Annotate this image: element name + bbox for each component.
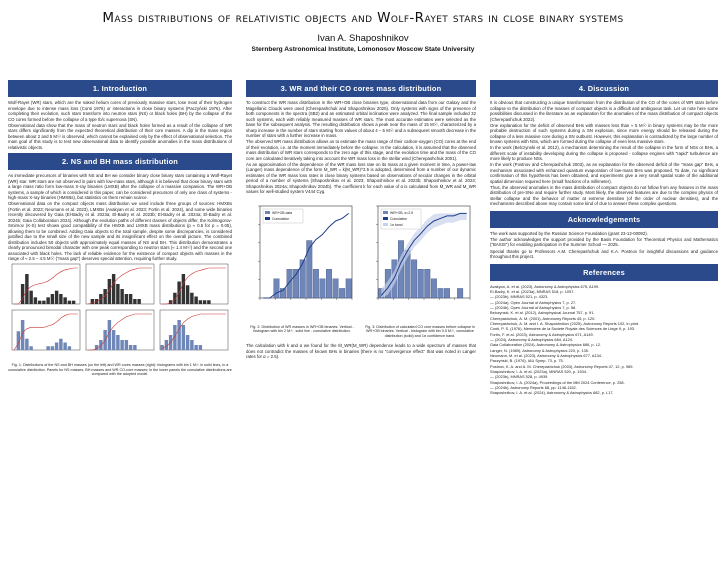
introduction-text bbox=[8, 100, 232, 150]
histogram-bar bbox=[274, 279, 280, 298]
histogram-bar bbox=[199, 301, 202, 305]
histogram-bar bbox=[116, 284, 119, 304]
figure-2-caption: Fig. 2: Distribution of WR masses in WR+OB binaries. Vertical - histogram with bin 2 M☉, solid line - cumulative distribution. bbox=[250, 324, 354, 334]
reference-item: El-Badry, K. et al. (2023a), MNRAS 518, p. 1057. bbox=[490, 288, 575, 294]
histogram-bar bbox=[346, 279, 352, 298]
paragraph: The work was supported by the Russian Science Foundation (grant 23-12-00092). bbox=[490, 230, 648, 236]
figure-row bbox=[246, 198, 476, 339]
histogram-bar bbox=[182, 274, 185, 304]
histogram-bar bbox=[38, 301, 41, 304]
paragraph: As immediate precursors of binaries with NS and BH we consider binary close binary stars containing a Wolf-Rayet (WR) star. WR stars are not observed in pairs with low-mass stars, although it is believed that close binary stars with a large mass ratio form low-mass X-ray binaries (LMXB) after the collapse of a massive companion. The WR+OB systems, a sample of which is considered in this paper, can be considered precursors of only one class of systems - high-mass X-ray binaries (HMXBs), but statistics on them remain scarce. bbox=[8, 173, 232, 201]
paragraph: Wolf-Rayet (WR) stars, which are the naked helium cores of previously massive stars, lose most of their hydrogen envelope due to intense mass loss (Conti 1976) or interactions in close binary systems (Paczyński 1976). After completing their evolution, such stars transform into neutron stars (NS) or black holes (BH) by the collapse of the CO cores formed before the collapse of a type Ib/c supernova (SN). bbox=[8, 100, 232, 122]
histogram-bar bbox=[320, 279, 326, 298]
histogram-bar bbox=[186, 335, 189, 350]
histogram-bar bbox=[194, 297, 197, 305]
histogram-bar bbox=[55, 343, 58, 351]
paragraph: Thus, the observed anomalies in the mass distribution of compact objects do not follow from any features in the mass distribution of pre-SNe and require further study. Most likely, the observed features are due to the complex physics of stellar collapse and the behavior of matter at extreme densities (of the order of nuclear densities), and the mechanisms described above may contain some kind of clue to answer these complex questions. bbox=[490, 184, 718, 207]
histogram-bar bbox=[120, 289, 123, 304]
column-right bbox=[490, 80, 718, 396]
reference-item: Langer, N. (1989), Astronomy & Astrophysics 220, p. 135. bbox=[490, 347, 590, 353]
legend bbox=[263, 209, 303, 223]
histogram-bar bbox=[59, 339, 62, 350]
section-header-acknowledgements: Acknowledgements bbox=[490, 211, 718, 228]
figure-3-caption: Fig. 3: Distribution of calculated CO core masses before collapse in WR+OB binaries. Vertical - histogram with bin 0.5 M☉, cumulative distribution (solid) and 1σ confidence band. bbox=[365, 324, 475, 338]
histogram-bar bbox=[190, 340, 193, 350]
legend-label: WR+OB data bbox=[272, 210, 293, 215]
section-header-references: References bbox=[490, 264, 718, 281]
histogram-bar bbox=[29, 291, 32, 304]
column-left bbox=[8, 80, 232, 377]
reference-item: Fortin, F. et al. (2023), Astronomy & Astrophysics 671, A149. bbox=[490, 331, 594, 337]
histogram-bar bbox=[68, 301, 71, 304]
histogram-bar bbox=[21, 284, 24, 304]
paragraph: Special thanks go to Professors A.M. Cherepashchuk and K.A. Postnov for insightful discussions and guidance throughout this project. bbox=[490, 248, 718, 260]
histogram-bar bbox=[300, 259, 306, 297]
reference-item: Shaposhnikov, I. A. (2024a), Proceedings of the MM 2024 Conference, p. 258. bbox=[490, 379, 625, 385]
figure-2-chart bbox=[246, 198, 358, 320]
reference-item: — (2024b), Open Journal of Astrophysics 7, p. 58. bbox=[490, 304, 577, 310]
histogram-bar bbox=[182, 325, 185, 350]
legend-label: WR+OB, α=2.5 bbox=[390, 210, 414, 215]
section-header-ns-bh: 2. NS and BH mass distribution bbox=[8, 153, 232, 170]
legend-swatch bbox=[265, 211, 270, 214]
histogram-bar bbox=[120, 340, 123, 350]
histogram-bar bbox=[425, 269, 431, 298]
histogram-bar bbox=[129, 345, 132, 350]
histogram-bar bbox=[116, 335, 119, 350]
histogram-bar bbox=[203, 301, 206, 305]
figure-1-caption: Fig. 1: Distributions of the NS and BH masses (on the left) and WR cores masses (right): histograms with bin 1 M☉ in solid lines, in a cumulative distribution. Panels for NS masses, BH masses and WR CO-core masses; in the lower panels the cumulative distributions are compared with the adopted model. bbox=[8, 363, 232, 377]
histogram-bar bbox=[68, 347, 71, 351]
histogram-bar bbox=[129, 294, 132, 304]
histogram-bar bbox=[51, 294, 54, 304]
histogram-bar bbox=[137, 299, 140, 304]
histogram-bar bbox=[333, 279, 339, 298]
histogram-bar bbox=[457, 288, 463, 298]
histogram-bar bbox=[34, 298, 37, 305]
wr-text bbox=[246, 100, 476, 195]
histogram-bar bbox=[173, 325, 176, 350]
paragraph: As an approximation of the dependence of the WR mass loss rate on its mass at a given moment in time, a power-law (Langer) mass dependence of the form Ṁ_WR = k(M_WR)^2.5 is adopted, determined from a number of our dynamic estimates of the WR mass loss rates in close binary systems based on observations of secular changes in the orbital period of a number of systems (Shaposhnikov et al. 2023; Shaposhnikov et al. 2023b; Shaposhnikov et al. 2024; Shaposhnikov 2024a; Shaposhnikov 2024b). The coefficient k for each value of α is calculated from Ṁ_WR and M_WR values for well-studied system V444 Cyg. bbox=[246, 161, 476, 195]
legend-swatch bbox=[265, 217, 270, 220]
poster-title: Mass distributions of relativistic objects and Wolf-Rayet stars in close binary systems bbox=[102, 10, 624, 26]
reference-item: Conti, P. S. (1976), Memoires de la Societe Royale des Sciences de Liege 9, p. 193. bbox=[490, 326, 636, 332]
reference-item: Gaia Collaboration (2024), Astronomy & Astrophysics 686, p. L2. bbox=[490, 342, 602, 348]
histogram-bar bbox=[112, 330, 115, 350]
panel-frame bbox=[86, 310, 154, 350]
reference-item: Postnov, K. A. and A. M. Cherepashchuk (2003), Astronomy Reports 47, 12, p. 989. bbox=[490, 363, 634, 369]
reference-list bbox=[490, 284, 718, 396]
histogram-bar bbox=[42, 301, 45, 304]
paragraph: The author acknowledges the support provided by the Basis Foundation for Theoretical Physics and Mathematics ("BASIS") for enabling participation in the Summer School — 2025. bbox=[490, 236, 718, 248]
paragraph: Observational data on the compact objects mass distribution we used include three groups of sources: HMXBs (Fortin et al. 2023; Neumann et al. 2023), LMXBs (Avakyan et al. 2023; Fortin et al. 2024), and some wide binaries recently discovered by Gaia (El-Badry et al. 2023a; El-Badry et al. 2023b; El-Badry et al. 2024a; El-Badry et al. 2024b; Gaia Collaboration 2024). Although the evolution paths of different classes of objects differ, the Kolmogorov-Smirnov (K-S) test shows good compatibility of the HMXB and LMXB mass distributions (p ≈ 0.5 for p = 0.05), allowing them to be combined. Adding Gaia objects to the total sample, despite some discrepancies, is considered justified due to the small size of the new sample and its insignificant effect on the overall picture. The combined distribution includes 50 objects with approximately equal masses of NS and BH. This distribution demonstrates a clearly pronounced bimodal character with one peak corresponding to neutron stars (≈ 1.4 M☉) and the second one associated with black holes. The lack of reliable evidence for the existence of compact objects with masses in the range of ≈ 2.5 – 4.5 M☉ ("mass gap") deserves special attention, requiring further study. bbox=[8, 201, 232, 262]
histogram-bar bbox=[59, 294, 62, 304]
histogram-bar bbox=[125, 294, 128, 304]
legend bbox=[381, 209, 421, 229]
reference-item: Avakyan, A. et al. (2023), Astronomy & Astrophysics 675, A199. bbox=[490, 283, 600, 289]
figure-3 bbox=[364, 198, 476, 339]
reference-item: — (2024), Astronomy & Astrophysics 684, A124. bbox=[490, 337, 574, 342]
reference-item: Shaposhnikov, I. A. et al. (2023a), MNRAS 520, p. 1534. bbox=[490, 369, 588, 375]
figure-1-panels bbox=[8, 262, 232, 358]
reference-item: Cherepashchuk, A. M. (2001), Astronomy Reports 45, p. 120. bbox=[490, 315, 596, 321]
paragraph: In the work (Postnov and Cherepashchuk 2003), as an explanation for the observed deficit of the "mass gap" BHs, a mechanism associated with enhanced quantum evaporation of low-mass BHs was proposed. To date, no significant confirmation of this hypothesis has been obtained, and experiments give a very small spatial scale of the additional spatial dimension required here (small fractions of a millimeter). bbox=[490, 162, 718, 184]
figure-2 bbox=[246, 198, 358, 339]
histogram-bar bbox=[72, 301, 75, 304]
paragraph: It is obvious that constructing a unique transformation from the distribution of the CO of the cores of WR stars before collapse to the distribution of the masses of compact objects is a difficult and ambiguous task. Let us note here some possibilities discussed in the literature as an explanation for the anomalies of the mass distribution of compact objects (Cherepashchuk 2022). bbox=[490, 100, 718, 122]
histogram-bar bbox=[25, 339, 28, 350]
histogram-bar bbox=[418, 269, 424, 298]
histogram-bar bbox=[173, 293, 176, 304]
histogram-bar bbox=[326, 269, 332, 298]
histogram-bar bbox=[194, 345, 197, 350]
panel-frame bbox=[86, 264, 154, 304]
histogram-bar bbox=[112, 274, 115, 304]
paragraph: In the work (Belczynski et al. 2012), a mechanism determining the result of the collapse in the form of NSs or BHs, a different scale of instability developing during the collapse is proposed - collapse engines with "rapid" turbulence are more likely to produce NSs. bbox=[490, 145, 718, 162]
histogram-bar bbox=[199, 345, 202, 350]
legend-label: Cumulative bbox=[272, 216, 289, 221]
legend-swatch bbox=[383, 211, 388, 214]
section-header-introduction: 1. Introduction bbox=[8, 80, 232, 97]
histogram-bar bbox=[29, 347, 32, 351]
figure-3-chart bbox=[364, 198, 476, 320]
histogram-bar bbox=[133, 299, 136, 304]
legend-label: 1σ band bbox=[390, 222, 403, 227]
acknowledgements-text bbox=[490, 231, 718, 260]
histogram-bar bbox=[63, 298, 66, 305]
reference-item: — (2023b), MNRAS 528, p. 4939. bbox=[490, 374, 549, 380]
ns-bh-text bbox=[8, 173, 232, 262]
histogram-bar bbox=[51, 347, 54, 351]
histogram-bar bbox=[207, 301, 210, 305]
author: Ivan A. Shaposhnikov bbox=[317, 33, 409, 44]
reference-item: Cherepashchuk, A. M. and I. A. Shaposhnikov (2025), Astronomy Reports 102, in print. bbox=[490, 320, 640, 326]
histogram-bar bbox=[313, 269, 319, 298]
section-header-wr: 3. WR and their CO cores mass distribution bbox=[246, 80, 476, 97]
histogram-bar bbox=[411, 259, 417, 297]
column-middle bbox=[246, 80, 476, 360]
reference-item: Belczynski, K. et al. (2012), Astrophysical Journal 757, p. 91. bbox=[490, 310, 595, 316]
histogram-bar bbox=[63, 343, 66, 351]
histogram-bar bbox=[444, 288, 450, 298]
legend-label: Cumulative bbox=[390, 216, 407, 221]
reference-item: — (2024b), Astronomy Reports 68, pp. 1146-1152. bbox=[490, 385, 577, 391]
reference-item: — (2023b), MNRAS 521, p. 4323. bbox=[490, 294, 549, 300]
reference-item: Neumann, M. et al. (2023), Astronomy & Astrophysics 677, A134. bbox=[490, 353, 603, 359]
histogram-bar bbox=[46, 298, 49, 305]
panel-frame bbox=[160, 264, 228, 304]
reference-item: Shaposhnikov, I. A. et al. (2024), Astronomy & Astrophysics 682, p. L17. bbox=[490, 390, 614, 396]
histogram-bar bbox=[133, 345, 136, 350]
paragraph: To construct the WR mass distribution in the WR+OB close binaries type, observational data from our Galaxy and the Magellanic Clouds were used (Cherepashchuk and Shaposhnikov 2025). Only systems with signs of the presence of both components in the spectra (SB2) and an estimated orbital inclination were analyzed. The final sample included 32 such systems, each with reliably measured masses of WR stars. The most accurate estimates were selected as the base for the subsequent analysis. The resulting distribution shows a peak near the mass of 15 M☉, characterized by a sharp increase in the number of stars starting from values of about 4 – 5 M☉ and a subsequent smooth decrease in the number of stars with a further increase in mass. bbox=[246, 100, 476, 138]
histogram-bar bbox=[46, 347, 49, 351]
histogram-bar bbox=[431, 279, 437, 298]
legend-swatch bbox=[383, 217, 388, 220]
wr-closing-text: The calculation with k and α we found for the Ṁ_WR(M_WR) dependence leads to a wide spectrum of masses that does not contradict the masses of known BHs in binaries (there is no "convergence effect" that was noted in Langer rates for α = 2.5). bbox=[246, 343, 476, 360]
reference-item: — (2024a), Open Journal of Astrophysics 7, p. 27. bbox=[490, 299, 577, 305]
histogram-bar bbox=[190, 293, 193, 304]
histogram-bar bbox=[125, 340, 128, 350]
histogram-bar bbox=[177, 320, 180, 350]
section-header-discussion: 4. Discussion bbox=[490, 80, 718, 97]
histogram-bar bbox=[99, 340, 102, 350]
paragraph: Observational data show that the mass of neutron stars and black holes formed as a result of the collapse of WR stars differs significantly from the expected theoretical distribution of their core masses. A dip in the mass region between about 2 and 5 M☉ is observed, which cannot be explained only by the effect of observational selection. The main goal of this study is to test new observational data to identify possible anomalies in the mass distributions of relativistic objects. bbox=[8, 122, 232, 150]
histogram-bar bbox=[160, 345, 163, 350]
histogram-bar bbox=[55, 291, 58, 304]
legend-swatch bbox=[383, 223, 388, 226]
reference-item: Paczyński, B. (1976), IAU Symp. 73, p. 75. bbox=[490, 358, 564, 364]
paragraph: One explanation for the deficit of observed BHs with masses less than ≈ 5 M☉ in binary systems may be the more probable destruction of such systems during a SN explosion, since more energy should be released during the collapse of a less massive core during a SN outburst. However, this explanation is contradicted by the large number of known systems with NSs, which are formed during the collapse of even less massive stars. bbox=[490, 122, 718, 145]
discussion-text bbox=[490, 100, 718, 207]
histogram-bar bbox=[186, 286, 189, 305]
paragraph: The observed WR mass distribution allows us to estimate the mass range of their carbon-oxygen (CO) cores at the end of their evolution, i.e. at the moment immediately before the collapse. In the calculation, it is assumed that the observed mass distribution of WR stars corresponds to the zero age of this stage, and the evolution time and the mass of the CO core are calculated iteratively taking into account the WR mass loss in the stellar wind (Cherepashchuk 2001). bbox=[246, 139, 476, 161]
affiliation: Sternberg Astronomical Institute, Lomonosov Moscow State University bbox=[251, 46, 475, 53]
histogram-bar bbox=[339, 288, 345, 298]
histogram-bar bbox=[438, 288, 444, 298]
